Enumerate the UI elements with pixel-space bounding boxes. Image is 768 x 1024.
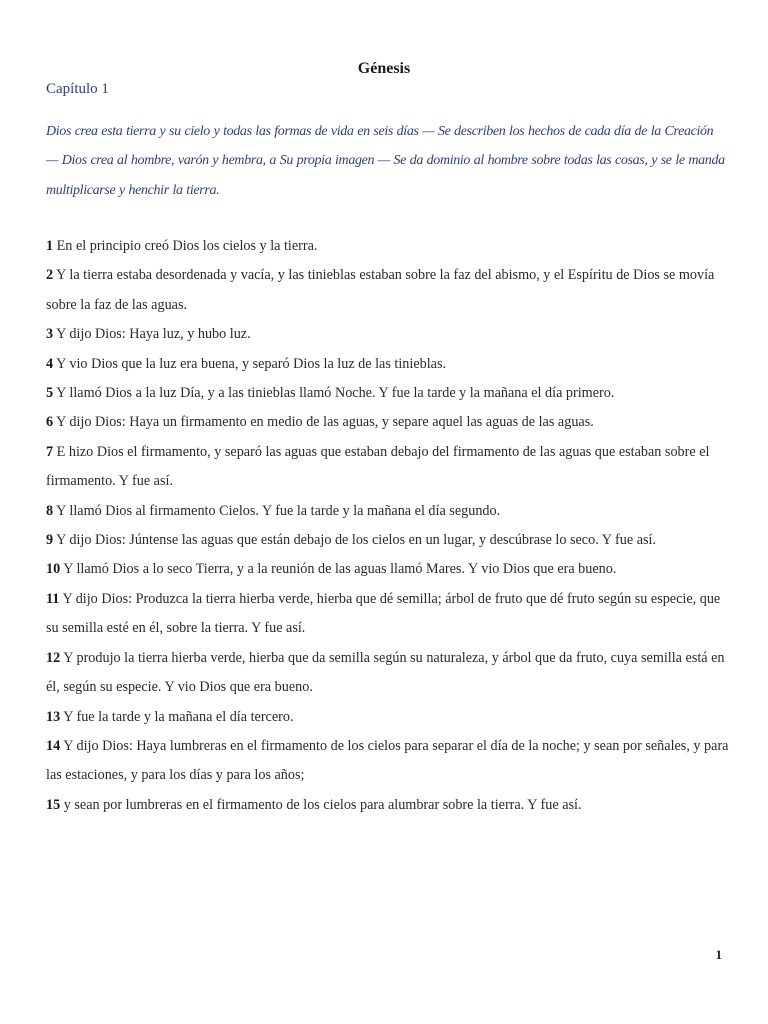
verse-9 <box>46 526 730 555</box>
verse-13 <box>46 703 730 732</box>
verse-text: Y dijo Dios: Haya un firmamento en medio de las aguas, y separe aquel las aguas de las aguas. <box>56 414 594 431</box>
verse-text: E hizo Dios el firmamento, y separó las aguas que estaban debajo del firmamento de las aguas que estaban sobre el firmamento. Y fue así. <box>46 443 710 490</box>
verse-6 <box>46 408 730 437</box>
verse-number: 7 <box>46 443 54 460</box>
verse-text: En el principio creó Dios los cielos y la tierra. <box>56 238 318 254</box>
verse-text: Y dijo Dios: Haya luz, y hubo luz. <box>56 326 251 343</box>
verse-text: Y produjo la tierra hierba verde, hierba que da semilla según su naturaleza, y árbol que da fruto, cuya semilla está en él, según su especie. Y vio Dios que era bueno. <box>46 649 725 696</box>
verse-number: 10 <box>46 561 61 578</box>
verse-11 <box>46 585 730 644</box>
verse-7 <box>46 438 730 497</box>
page-number: 1 <box>715 947 722 962</box>
verse-number: 1 <box>46 238 54 254</box>
verse-number: 9 <box>46 532 54 549</box>
page-title: Génesis <box>357 60 411 77</box>
verse-number: 11 <box>46 590 60 607</box>
chapter-heading: Capítulo 1 <box>46 81 109 97</box>
verse-number: 6 <box>46 414 54 431</box>
verse-number: 14 <box>46 737 61 754</box>
verse-number: 12 <box>46 649 61 666</box>
verse-15 <box>46 791 730 820</box>
verse-number: 5 <box>46 385 54 402</box>
verse-text: Y llamó Dios al firmamento Cielos. Y fue la tarde y la mañana el día segundo. <box>56 502 501 519</box>
verse-4 <box>46 350 730 379</box>
verse-text: Y llamó Dios a lo seco Tierra, y a la reunión de las aguas llamó Mares. Y vio Dios que era bueno. <box>63 561 617 578</box>
verse-number: 3 <box>46 326 54 343</box>
verse-8 <box>46 497 730 526</box>
verse-1 <box>46 232 730 261</box>
verse-text: Y llamó Dios a la luz Día, y a las tinieblas llamó Noche. Y fue la tarde y la mañana el día primero. <box>56 385 615 402</box>
verse-number: 2 <box>46 267 54 284</box>
chapter-summary: Dios crea esta tierra y su cielo y todas las formas de vida en seis días — Se describen los hechos de cada día de la Creación — Dios crea al hombre, varón y hembra, a Su propia imagen — Se da dominio al hombre sobre todas las cosas, y se le manda multiplicarse y henchir la tierra. <box>46 124 725 198</box>
verse-text: Y vio Dios que la luz era buena, y separó Dios la luz de las tinieblas. <box>56 355 447 372</box>
verse-3 <box>46 320 730 349</box>
verse-number: 15 <box>46 796 61 813</box>
verse-text: Y dijo Dios: Júntense las aguas que están debajo de los cielos en un lugar, y descúbrase lo seco. Y fue así. <box>56 532 657 549</box>
verse-12 <box>46 644 730 703</box>
verse-number: 8 <box>46 502 54 519</box>
verse-2 <box>46 261 730 320</box>
verse-5 <box>46 379 626 408</box>
verse-text: Y dijo Dios: Haya lumbreras en el firmamento de los cielos para separar el día de la noche; y sean por señales, y para las estaciones, y para los días y para los años; <box>46 737 729 784</box>
verse-text: y sean por lumbreras en el firmamento de los cielos para alumbrar sobre la tierra. Y fue así. <box>63 796 582 813</box>
verse-number: 4 <box>46 355 54 372</box>
verse-number: 13 <box>46 708 61 725</box>
verse-14 <box>46 732 730 791</box>
verse-list <box>46 232 730 820</box>
verse-text: Y fue la tarde y la mañana el día tercero. <box>63 708 294 725</box>
verse-text: Y dijo Dios: Produzca la tierra hierba verde, hierba que dé semilla; árbol de fruto que dé fruto según su especie, que su semilla esté en él, sobre la tierra. Y fue así. <box>46 590 721 637</box>
verse-10 <box>46 555 730 584</box>
verse-text: Y la tierra estaba desordenada y vacía, y las tinieblas estaban sobre la faz del abismo, y el Espíritu de Dios se movía sobre la faz de las aguas. <box>46 267 715 313</box>
